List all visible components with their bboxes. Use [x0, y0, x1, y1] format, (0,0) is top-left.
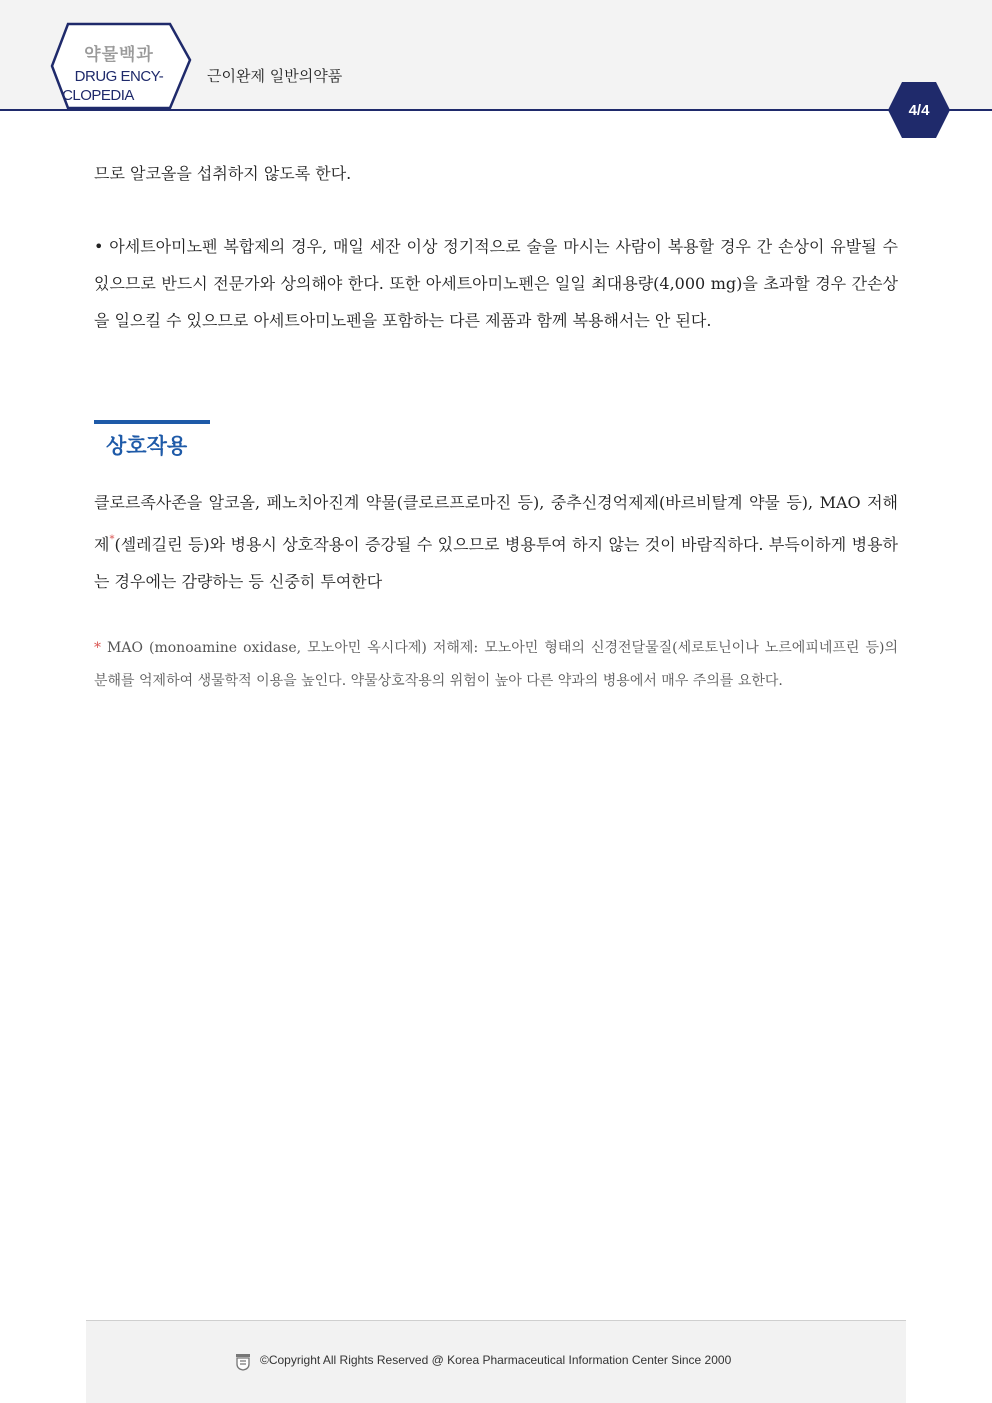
footnote	[94, 632, 898, 698]
logo-english-line1: DRUG ENCY-	[74, 68, 164, 85]
footnote-mark: *	[94, 640, 101, 656]
institution-emblem-icon	[235, 1353, 251, 1371]
section-title-bar	[94, 420, 210, 424]
footnote-reference-mark: *	[109, 534, 115, 545]
paragraph-acetaminophen-warning: • 아세트아미노펜 복합제의 경우, 매일 세잔 이상 정기적으로 술을 마시는 사람이 복용할 경우 간 손상이 유발될 수 있으므로 반드시 전문가와 상의해야 한다. 또한 아세트아미노펜은 일일 최대용량(4,000 mg)을 초과할 경우 간손상을 일으킬 수 있으므로 아세트아미노펜을 포함하는 다른 제품과 함께 복용해서는 안 된다.	[94, 237, 898, 330]
interactions-text-part1: 클로르족사존을 알코올, 페노치아진계 약물(클로르프로마진 등), 중추신경억제제(바르비탈계 약물 등), MAO 저해제	[94, 493, 898, 554]
footnote-text: MAO (monoamine oxidase, 모노아민 옥시다제) 저해제: 모노아민 형태의 신경전달물질(세로토닌이나 노르에피네프린 등)의 분해를 억제하여 생물학적 이용을 높인다. 약물상호작용의 위험이 높아 다른 약과의 병용에서 매우 주의를 요한다.	[94, 640, 898, 689]
paragraph-continuation: 므로 알코올을 섭취하지 않도록 한다.	[94, 164, 352, 183]
logo-english-line2: CLOPEDIA	[62, 87, 134, 104]
paragraph-interactions	[94, 484, 898, 600]
interactions-text-part2: (셀레길린 등)와 병용시 상호작용이 증강될 수 있으므로 병용투여 하지 않는 것이 바람직하다. 부득이하게 병용하는 경우에는 감량하는 등 신중히 투여한다	[94, 535, 898, 591]
page-indicator: 4/4	[908, 101, 930, 119]
header-divider	[0, 109, 992, 111]
copyright-text: ©Copyright All Rights Reserved @ Korea Pharmaceutical Information Center Since 2000	[260, 1353, 732, 1367]
section-title-interactions: 상호작용	[106, 434, 188, 458]
document-title: 근이완제 일반의약품	[207, 67, 343, 85]
logo-korean: 약물백과	[84, 45, 154, 65]
